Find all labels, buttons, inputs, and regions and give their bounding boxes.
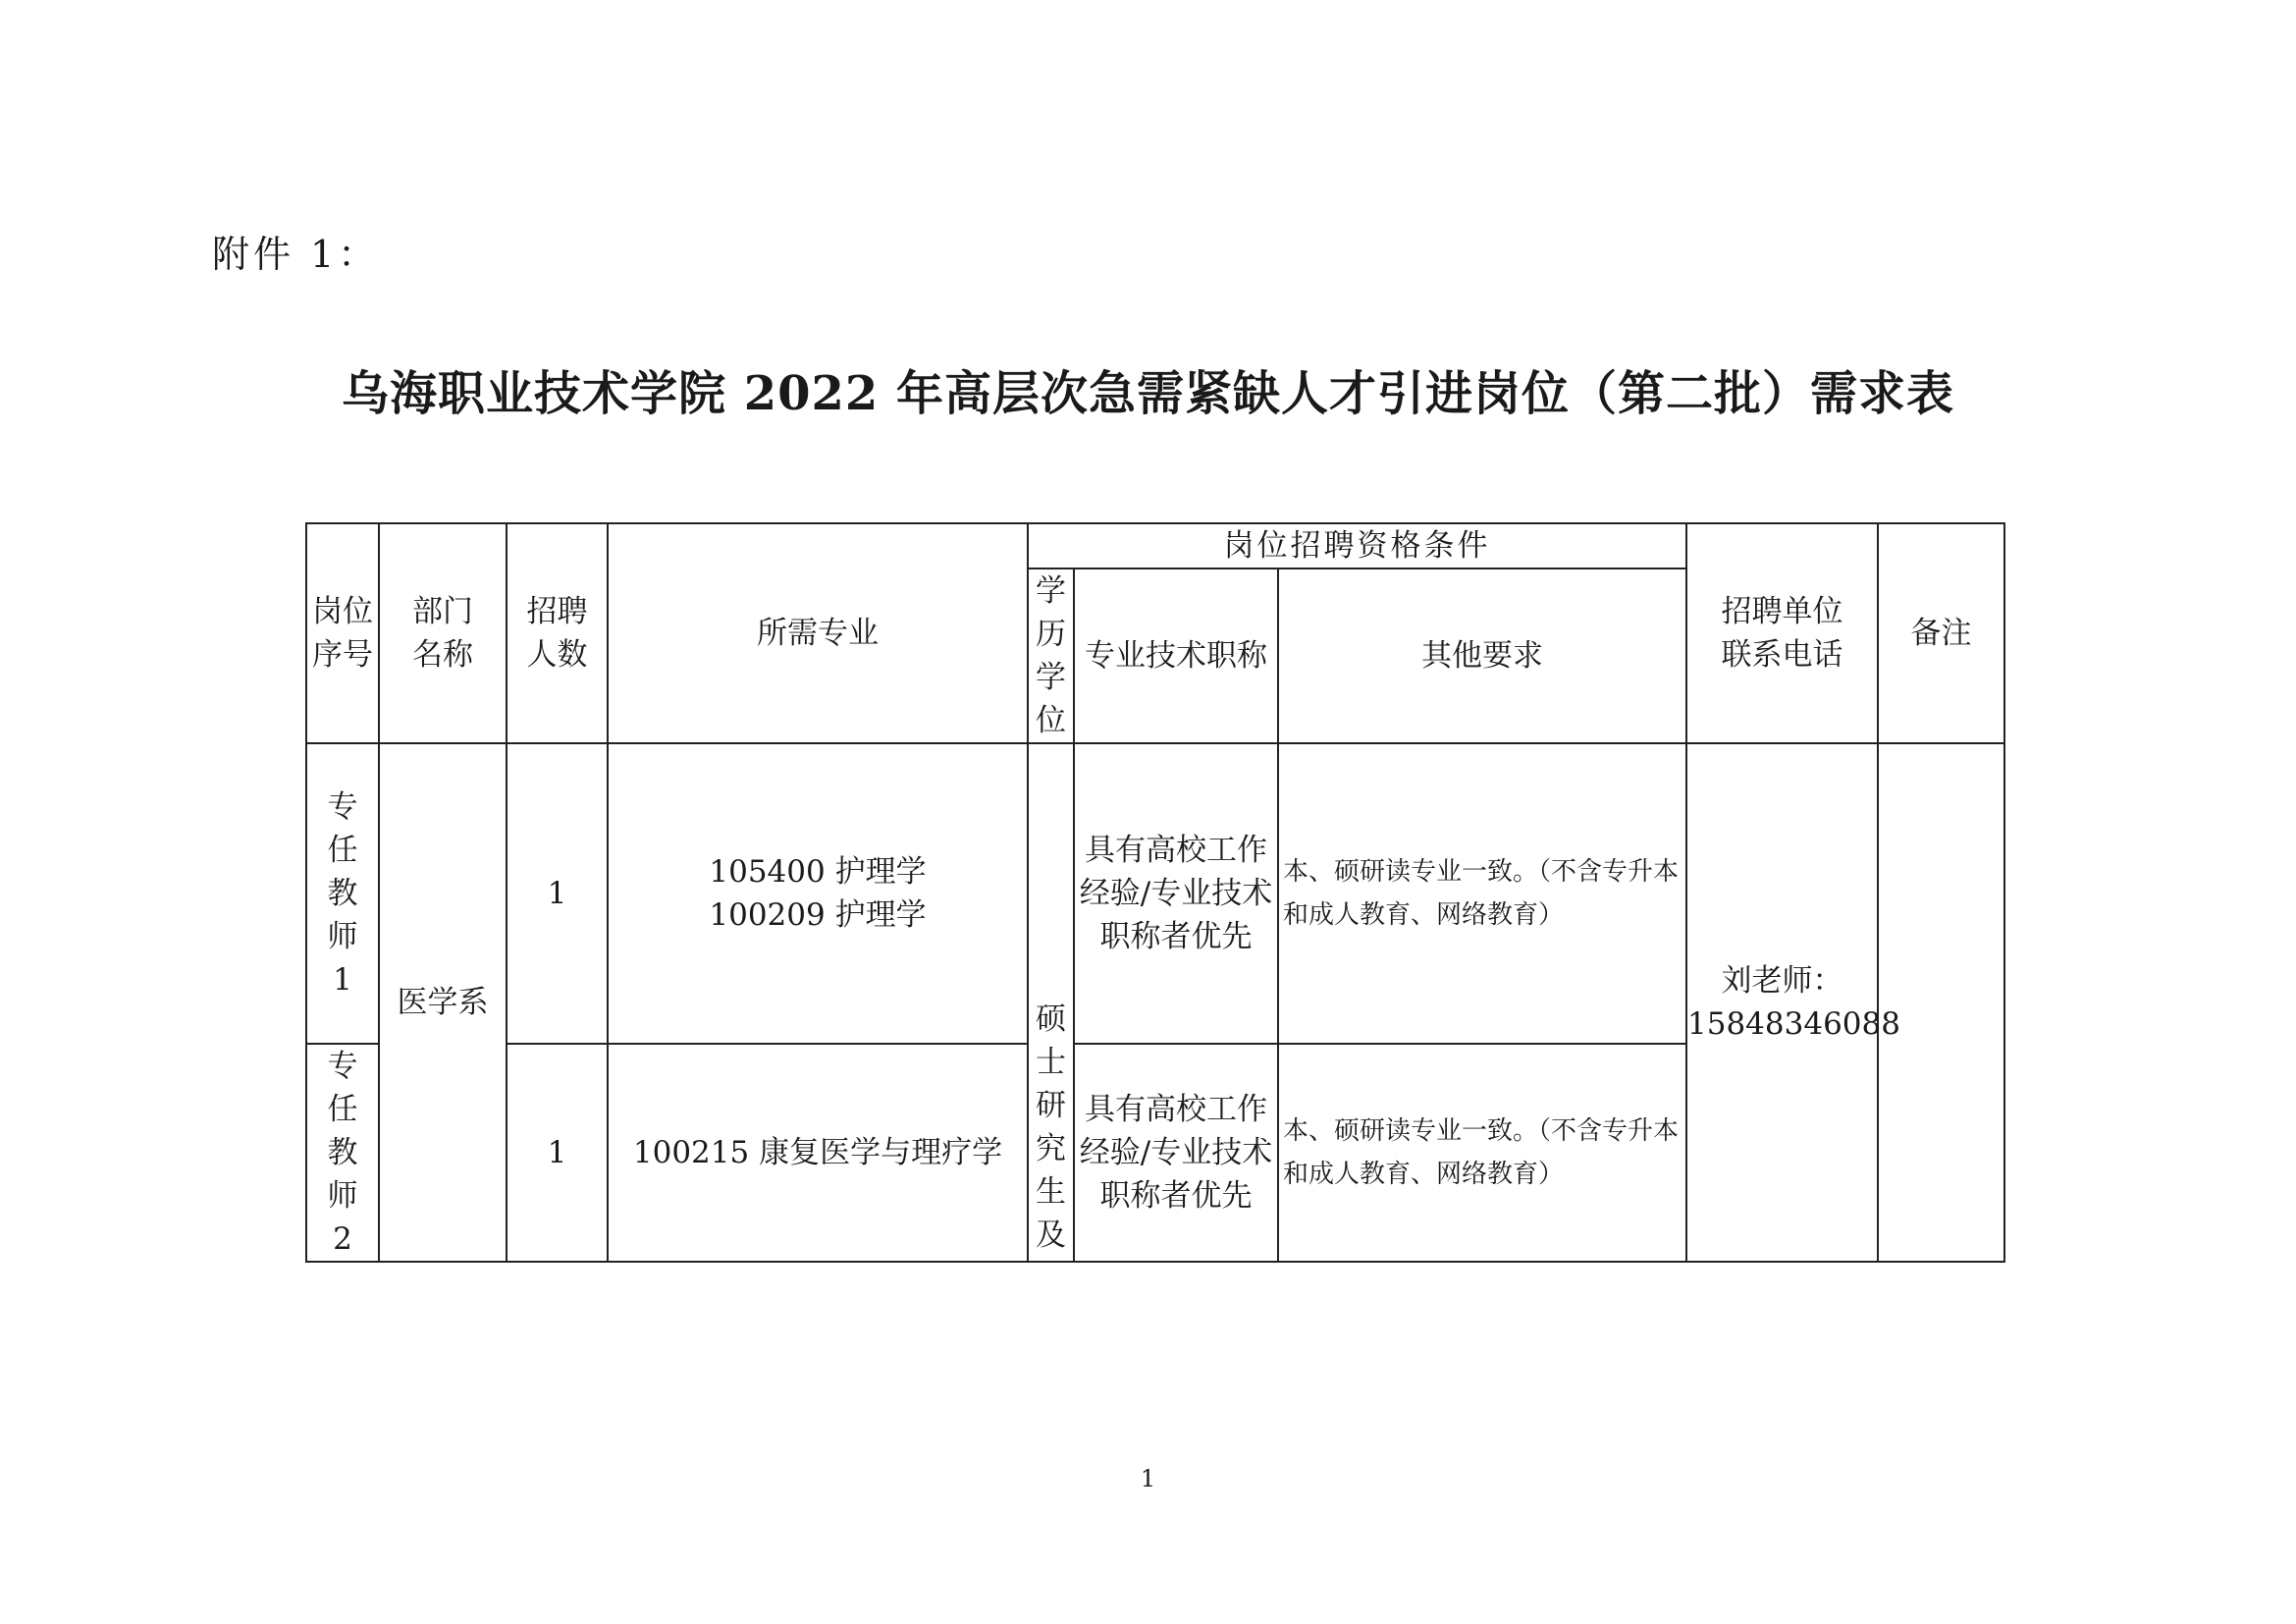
header-contact: 招聘单位联系电话 [1686,523,1878,743]
recruitment-table [305,522,2005,1263]
document-title: 乌海职业技术学院 2022 年高层次急需紧缺人才引进岗位（第二批）需求表 [341,366,1955,421]
other-requirements-cell: 本、硕研读专业一致。（不含专升本和成人教育、网络教育） [1278,743,1686,1044]
remarks-cell [1878,743,2004,1262]
table-row [306,743,2004,1044]
headcount-cell: 1 [507,1044,608,1262]
other-requirements-cell: 本、硕研读专业一致。（不含专升本和成人教育、网络教育） [1278,1044,1686,1262]
position-cell: 专任教师2 [306,1044,379,1262]
page-number: 1 [1140,1465,1156,1492]
title-cell: 具有高校工作经验/专业技术职称者优先 [1074,1044,1278,1262]
contact-cell [1686,743,1900,1262]
major-line: 100215 康复医学与理疗学 [632,1135,1003,1170]
major-line: 105400 护理学 [709,854,927,890]
contact-name: 刘老师： [1721,963,1843,999]
contact-phone: 15848346088 [1687,1006,1900,1042]
header-position-no: 岗位序号 [306,523,379,743]
header-degree: 学历学位 [1028,568,1074,743]
title-cell: 具有高校工作经验/专业技术职称者优先 [1074,743,1278,1044]
header-other: 其他要求 [1278,568,1686,743]
position-cell: 专任教师1 [306,743,379,1044]
headcount-cell: 1 [507,743,608,1044]
department-cell: 医学系 [379,743,507,1262]
major-line: 100209 护理学 [709,897,927,933]
major-cell [608,743,1028,1044]
header-qualifications: 岗位招聘资格条件 [1028,523,1686,568]
header-major: 所需专业 [608,523,1028,743]
header-headcount: 招聘人数 [507,523,608,743]
header-department: 部门名称 [379,523,507,743]
major-cell [608,1044,1028,1262]
attachment-label: 附件 1： [212,233,380,276]
header-title: 专业技术职称 [1074,568,1278,743]
degree-cell: 硕士研究生及 [1028,743,1074,1262]
header-remarks: 备注 [1878,523,2004,743]
